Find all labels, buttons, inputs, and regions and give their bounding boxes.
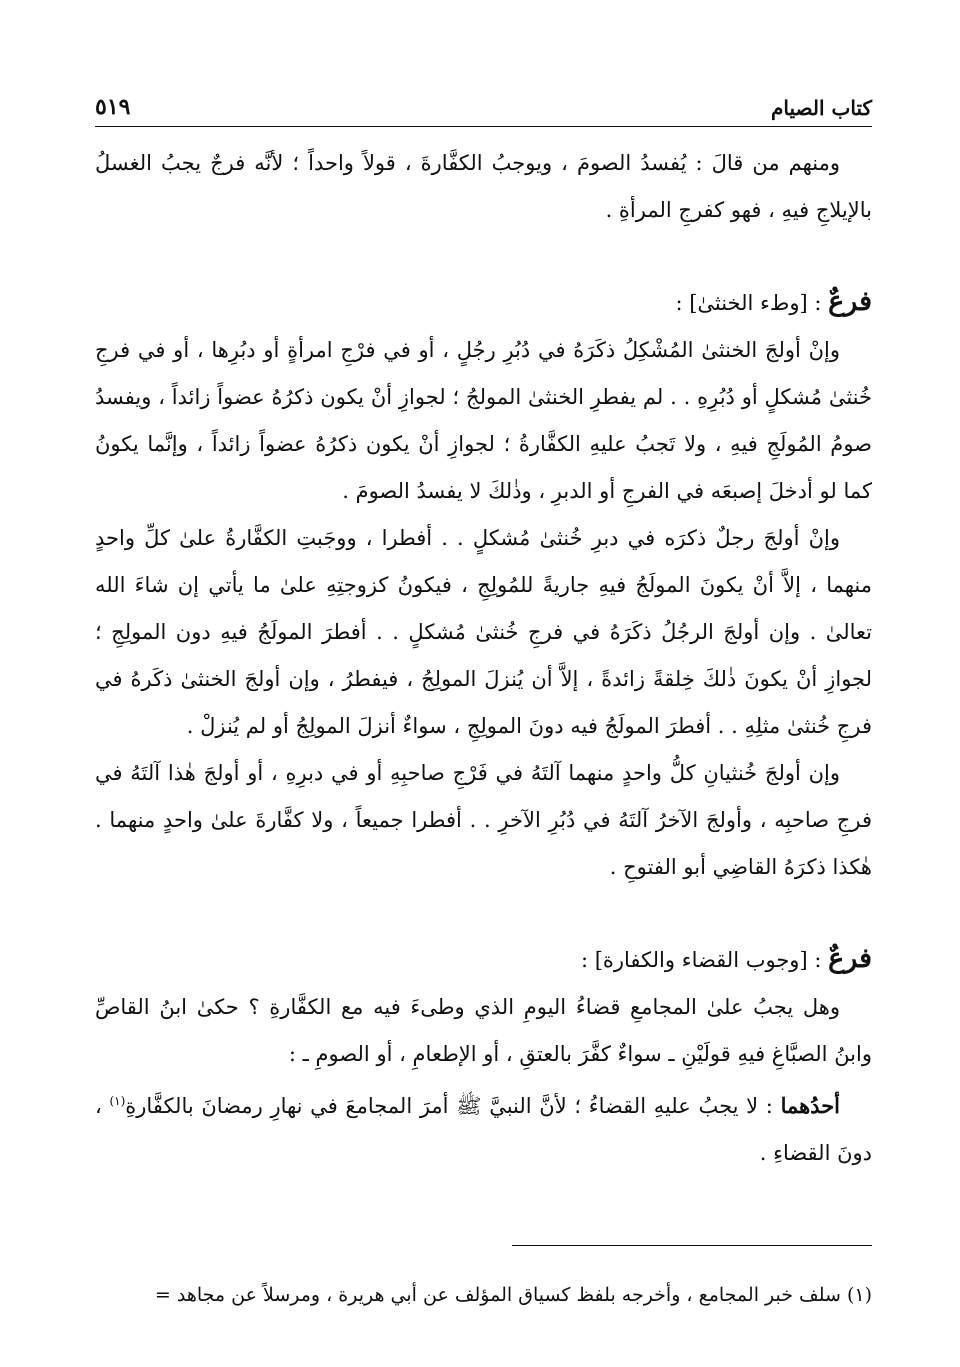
paragraph-1: ومنهم من قالَ : يُفسدُ الصومَ ، ويوجبُ الكفَّارةَ ، قولاً واحداً ؛ لأنَّه فرجٌ يجبُ الغسلُ بالإيلاجِ فيهِ ، فهو كفرجِ المرأةِ . (95, 151, 872, 222)
running-title: كتاب الصيام (771, 96, 872, 120)
paragraph-4: وإن أولجَ خُنثيانِ كلُّ واحدٍ منهما آلتَهُ في فَرْجِ صاحبِهِ أو في دبرِهِ ، أو أولجَ هٰذا آلتَهُ في فرجِ صاحبِه ، وأولجَ الآخرُ آلتَهُ في دُبُرِ الآخرِ . . أفطرا جميعاً ، ولا كفَّارةَ علىٰ واحدٍ منهما . هٰكذا ذكرَهُ القاضِي أبو الفتوحِ . (95, 761, 872, 879)
section-heading-2 (95, 935, 872, 984)
footnote: (١) سلف خبر المجامع ، وأخرجه بلفظ كسياق المؤلف عن أبي هريرة ، ومرسلاً عن مجاهد = (154, 1284, 872, 1306)
paragraph-end: ، دونَ القضاءِ . (95, 1094, 872, 1165)
paragraph-5: وهل يجبُ علىٰ المجامعِ قضاءُ اليومِ الذي وطىءَ فيه مع الكفَّارةِ ؟ حكىٰ ابنُ القاصِّ وابنُ الصبَّاغِ فيهِ قولَيْنِ ـ سواءٌ كفَّرَ بالعتقِ ، أو الإطعامِ ، أو الصومِ ـ : (95, 995, 872, 1066)
section-heading-lead: فرعٌ (828, 943, 872, 974)
footnote-divider (512, 1245, 872, 1246)
section-heading-lead: فرعٌ (828, 286, 872, 317)
paragraph-text: : لا يجبُ عليهِ القضاءُ ؛ لأنَّ النبيَّ ﷺ أمرَ المجامعَ في نهارِ رمضانَ بالكفَّارةِ (125, 1094, 781, 1118)
paragraph-3: وإنْ أولجَ رجلٌ ذكرَه في دبرِ خُنثىٰ مُشكلٍ . . أفطرا ، ووجَبتِ الكفَّارةُ علىٰ كلِّ واحدٍ منهما ، إلاَّ أنْ يكونَ المولَجُ فيهِ جاريةً للمُولِجِ ، فيكونُ كزوجتِهِ علىٰ ما يأتي إن شاءَ الله تعالىٰ . وإن أولجَ الرجُلُ ذكَرَهُ في فرجِ خُنثىٰ مُشكلٍ . . أفطرَ المولَجُ فيهِ دون المولِجِ ؛ لجوازِ أنْ يكونَ ذٰلكَ خِلقةً زائدةً ، إلاَّ أن يُنزلَ المولِجُ ، فيفطرُ ، وإن أولجَ الخنثىٰ ذكَرهُ في فرجِ خُنثىٰ مثلِهِ . . أفطرَ المولَجُ فيه دونَ المولِجِ ، سواءٌ أنزلَ المولِجُ أو لم يُنزلْ . (95, 526, 872, 738)
section-heading-text: : [وجوب القضاء والكفارة] : (580, 948, 829, 972)
section-heading-text: : [وطء الخنثىٰ] : (675, 291, 829, 315)
page-body (95, 140, 872, 1177)
paragraph-lead: أحدُهما (780, 1093, 841, 1118)
page-header (95, 86, 872, 127)
section-heading-1 (95, 278, 872, 327)
paragraph-6 (95, 1078, 872, 1177)
footnote-marker[interactable]: (١) (109, 1094, 126, 1108)
paragraph-2: وإنْ أولجَ الخنثىٰ المُشْكِلُ ذكَرَهُ في دُبُرِ رجُلٍ ، أو في فرْجِ امرأةٍ أو دبُرِها ، أو في فرجِ خُنثىٰ مُشكلٍ أو دُبُرِهِ . . لم يفطرِ الخنثىٰ المولجُ ؛ لجوازِ أنْ يكون ذكرُهُ عضواً زائداً ، ويفسدُ صومُ المُولَجِ فيهِ ، ولا تَجبُ عليهِ الكفَّارةُ ؛ لجوازِ أنْ يكون ذكرُهُ عضواً زائداً ، وإنَّما يكونُ كما لو أدخلَ إصبعَه في الفرجِ أو الدبرِ ، وذٰلكَ لا يفسدُ الصومَ . (95, 338, 872, 503)
page-number: ٥١٩ (95, 94, 131, 120)
